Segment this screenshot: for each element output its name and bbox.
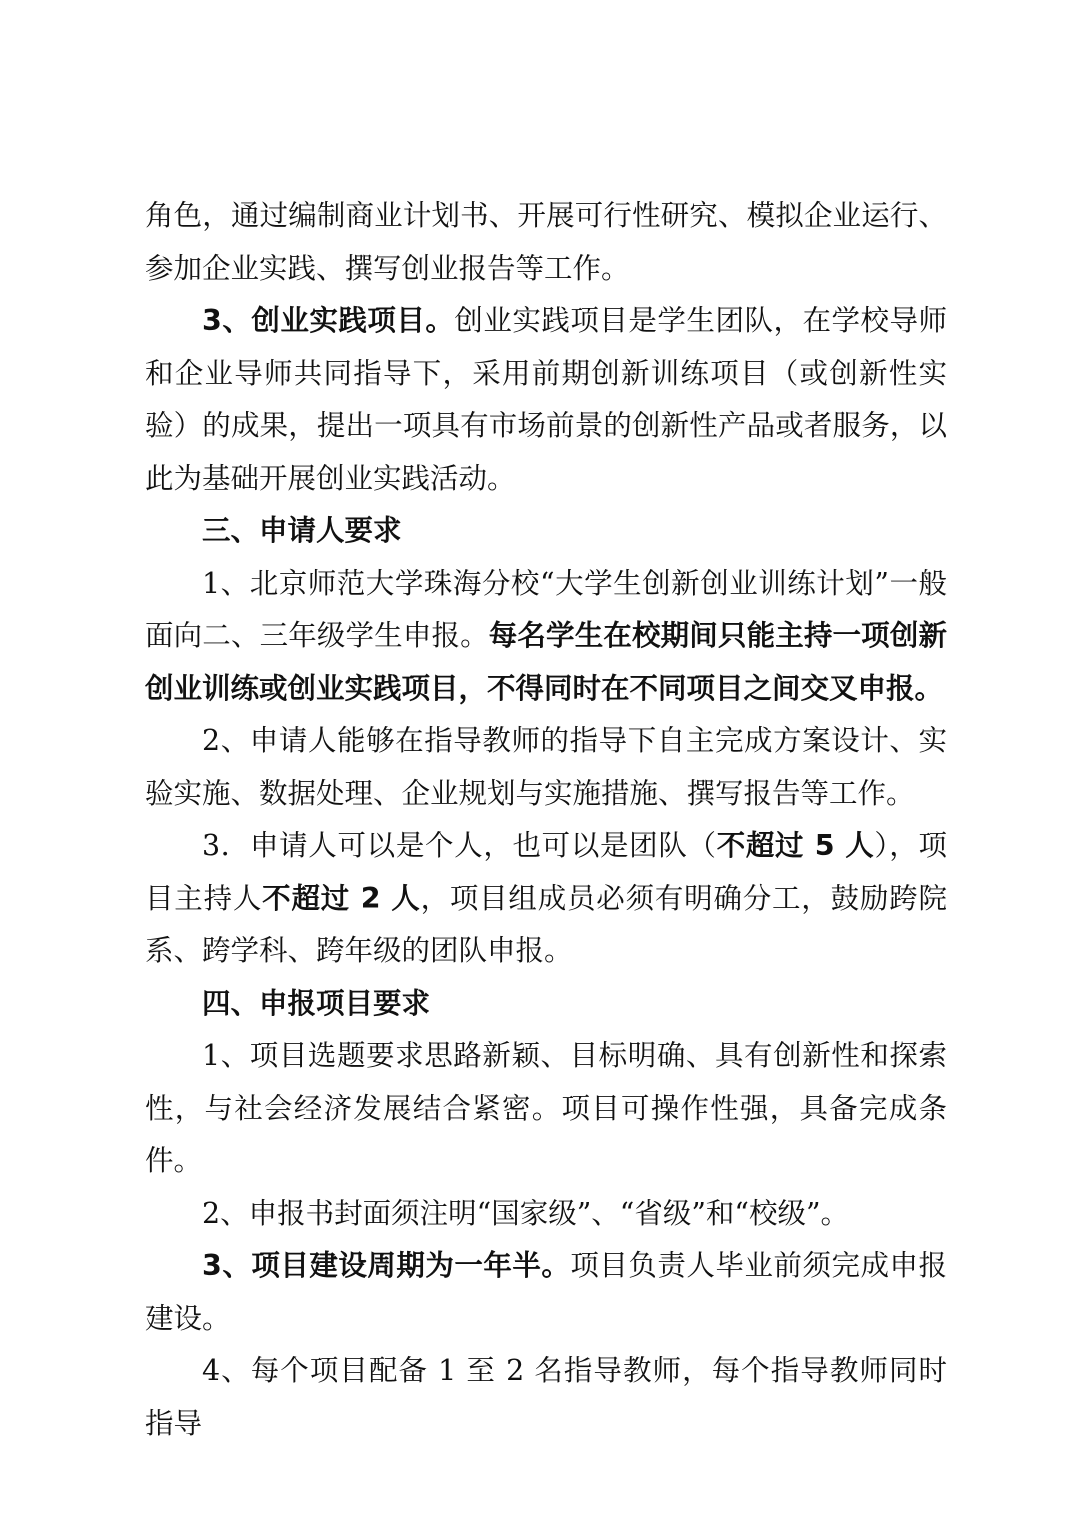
bold-lead: 3、创业实践项目。 <box>202 304 455 337</box>
paragraph-entrepreneurship-practice: 3、创业实践项目。创业实践项目是学生团队，在学校导师和企业导师共同指导下，采用前期创新训练项目（或创新性实验）的成果，提出一项具有市场前景的创新性产品或者服务，以此为基础开展创业实践活动。 <box>145 304 947 495</box>
paragraph-project-1: 1、项目选题要求思路新颖、目标明确、具有创新性和探索性，与社会经济发展结合紧密。项目可操作性强，具备完成条件。 <box>145 1039 947 1177</box>
bold-host-limit: 不超过 2 人 <box>262 881 421 915</box>
paragraph-applicant-2: 2、申请人能够在指导教师的指导下自主完成方案设计、实验实施、数据处理、企业规划与实施措施、撰写报告等工作。 <box>145 724 947 810</box>
paragraph-project-2: 2、申报书封面须注明“国家级”、“省级”和“校级”。 <box>202 1196 850 1230</box>
paragraph-project-3: 3、项目建设周期为一年半。项目负责人毕业前须完成申报建设。 <box>145 1249 947 1335</box>
document-body <box>145 190 947 1450</box>
paragraph-applicant-3: 3．申请人可以是个人，也可以是团队（不超过 5 人），项目主持人不超过 2 人，项目组成员必须有明确分工，鼓励跨院系、跨学科、跨年级的团队申报。 <box>145 829 947 967</box>
bold-emphasis: 每名学生在校期间只能主持一项创新创业训练或创业实践项目，不得同时在不同项目之间交叉申报。 <box>145 619 947 705</box>
bold-team-limit: 不超过 5 人 <box>716 829 875 862</box>
paragraph-role-continuation: 角色，通过编制商业计划书、开展可行性研究、模拟企业运行、参加企业实践、撰写创业报告等工作。 <box>145 199 947 285</box>
paragraph-applicant-1: 1、北京师范大学珠海分校“大学生创新创业训练计划”一般面向二、三年级学生申报。每名学生在校期间只能主持一项创新创业训练或创业实践项目，不得同时在不同项目之间交叉申报。 <box>145 566 947 705</box>
bold-lead: 3、项目建设周期为一年半。 <box>202 1249 571 1282</box>
section-heading-project-requirements: 四、申报项目要求 <box>202 986 431 1020</box>
paragraph-project-4: 4、每个项目配备 1 至 2 名指导教师，每个指导教师同时指导 <box>145 1354 947 1440</box>
section-heading-applicant-requirements: 三、申请人要求 <box>202 514 402 547</box>
